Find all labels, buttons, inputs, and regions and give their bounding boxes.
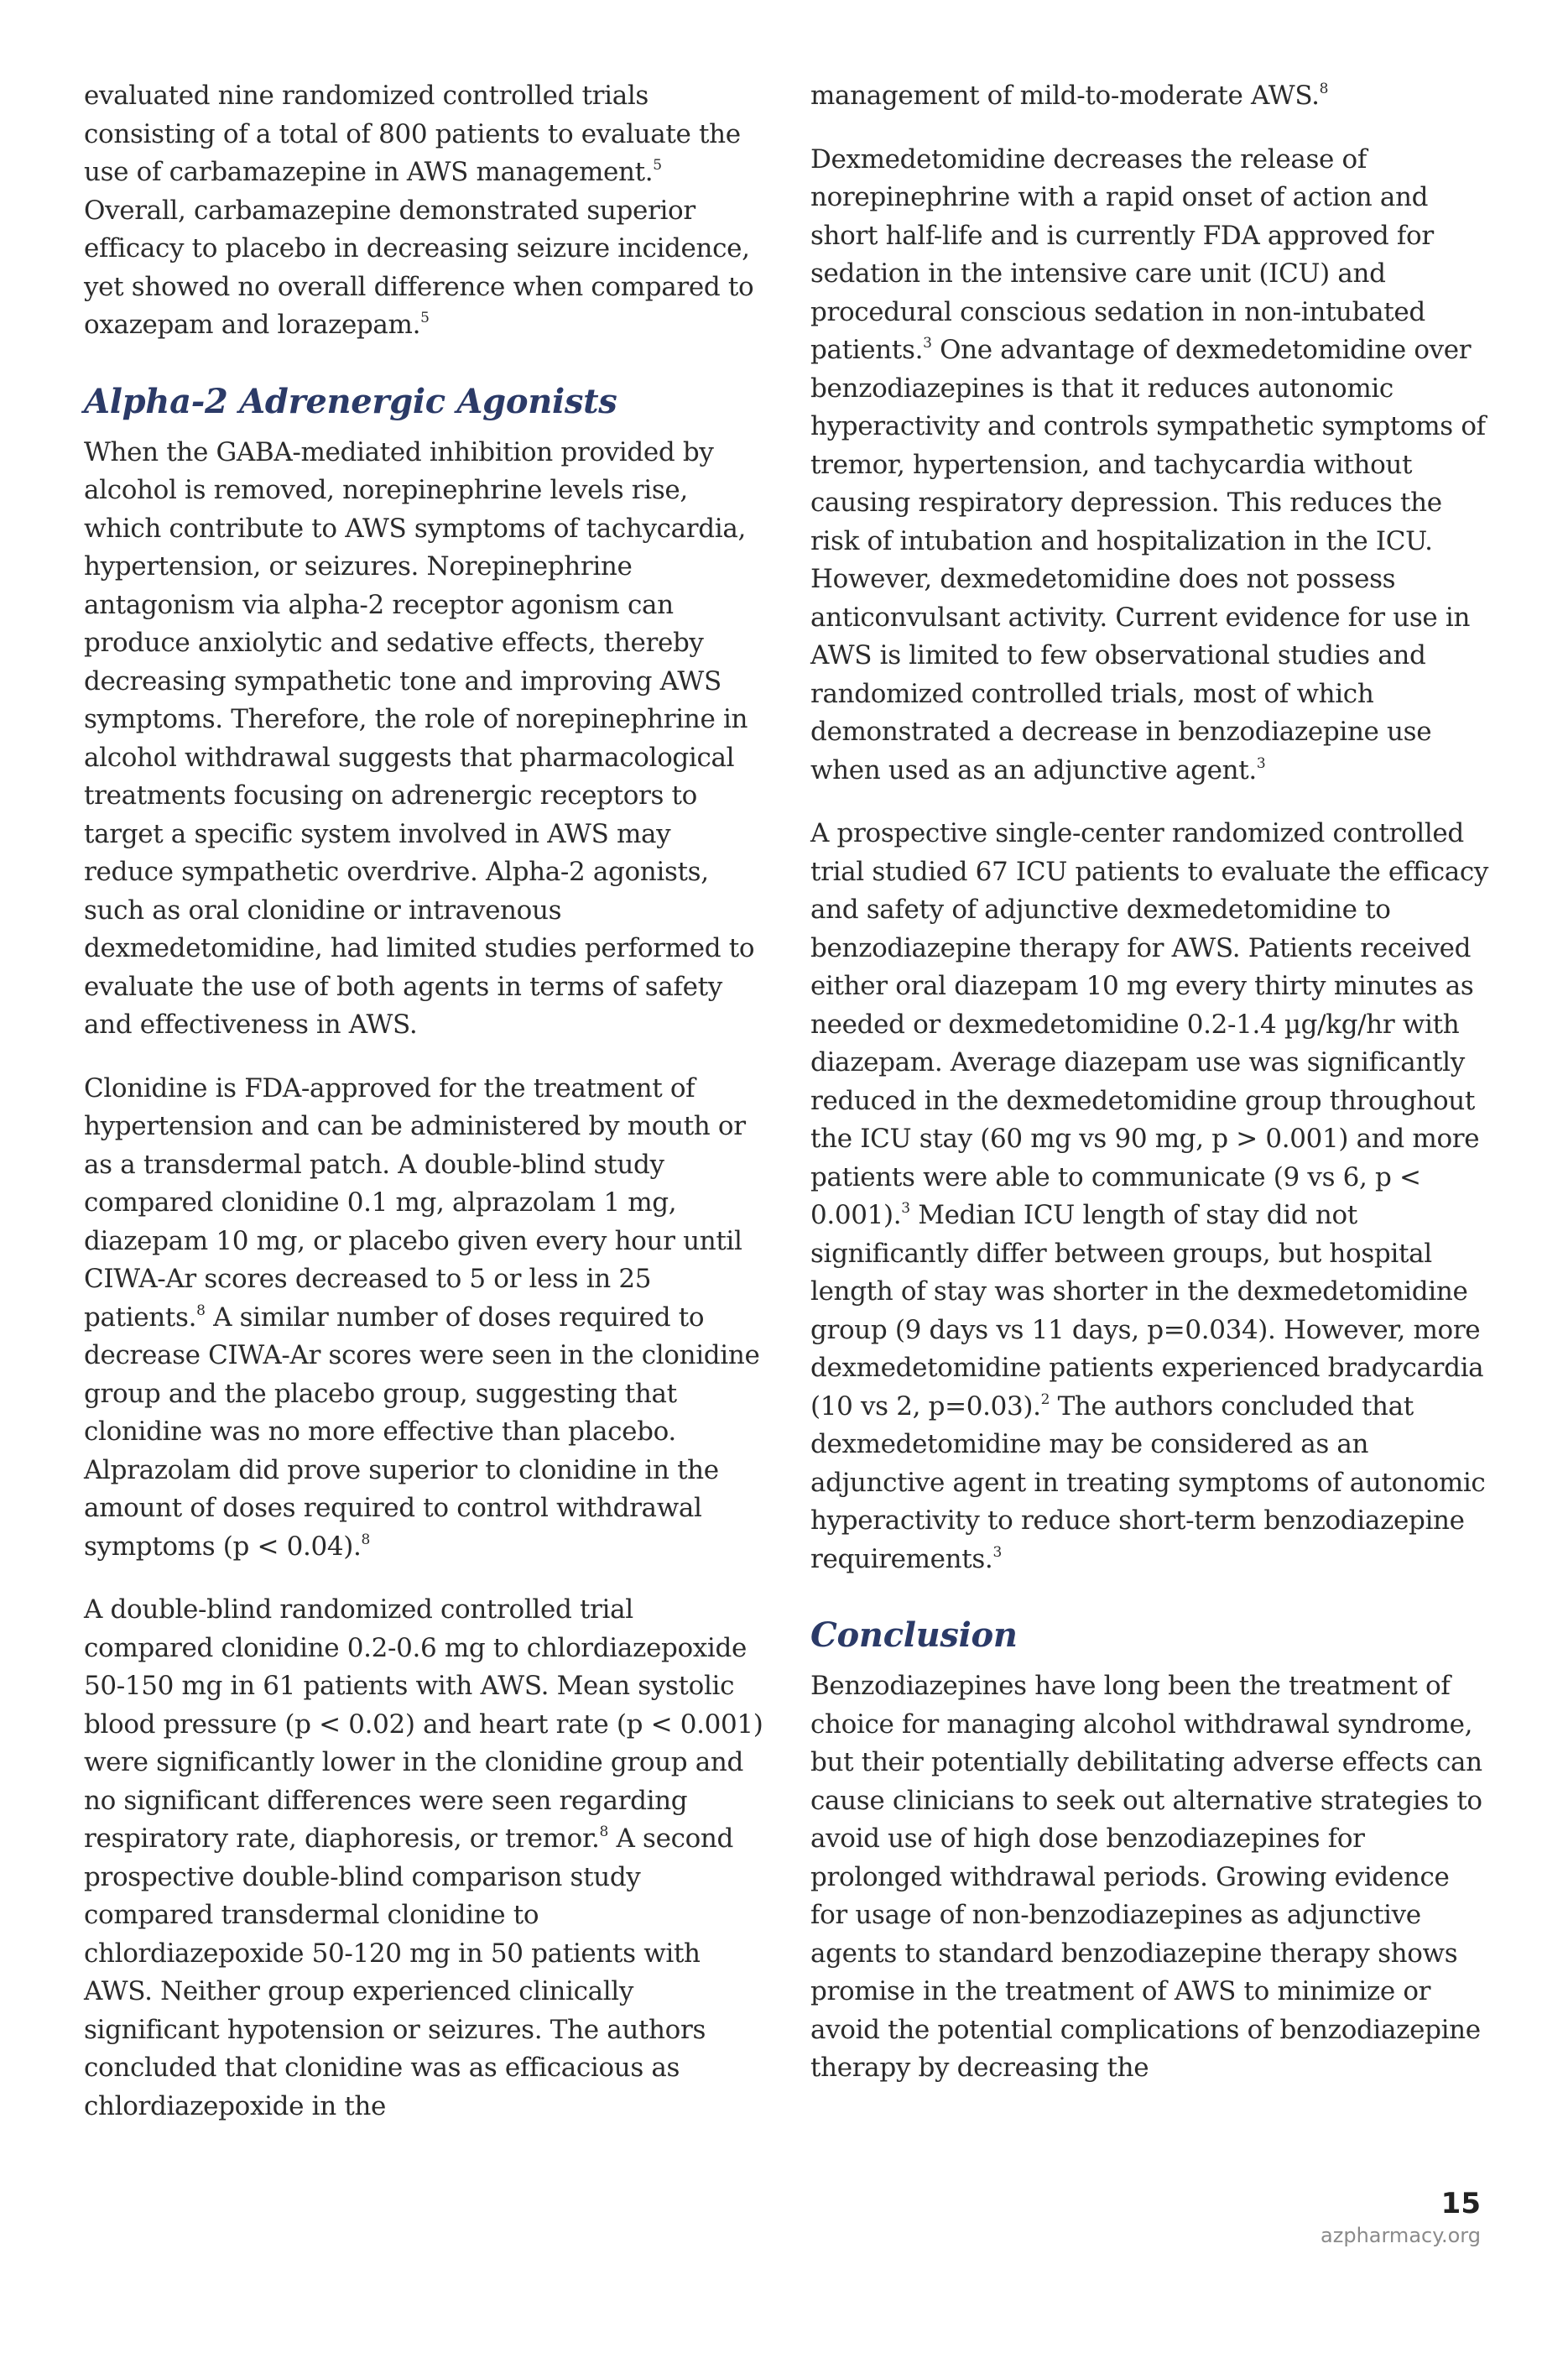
text-segment: Median ICU length of stay did not significantly differ between groups, but hospital length of stay was shorter in the dexmedetomidine group (9 days vs 11 days, p=0.034). However, more dexmedetomidine patients experienced bradycardia (10 vs 2, p=0.03). [810, 1200, 1484, 1422]
text-segment: management of mild-to-moderate AWS. [810, 81, 1320, 111]
paragraph-carbamazepine-trials [84, 77, 765, 345]
citation-ref: 8 [361, 1531, 371, 1548]
text-segment: The authors concluded that dexmedetomidine may be considered as an adjunctive agent in treating symptoms of autonomic hyperactivity to reduce short-term benzodiazepine requirements. [810, 1390, 1486, 1574]
text-segment: Overall, carbamazepine demonstrated superior efficacy to placebo in decreasing seizure incidence, yet showed no overall difference when compared to oxazepam and lorazepam. [84, 195, 754, 340]
paragraph-mild-moderate-aws [810, 77, 1492, 116]
left-column [84, 77, 765, 2151]
citation-ref: 8 [599, 1823, 608, 1840]
citation-ref: 3 [992, 1543, 1002, 1561]
section-heading-alpha2: Alpha-2 Adrenergic Agonists [84, 381, 617, 421]
paragraph-icu-trial [810, 815, 1492, 1578]
citation-ref: 5 [653, 157, 662, 174]
citation-ref: 8 [196, 1302, 206, 1319]
citation-ref: 3 [901, 1200, 910, 1217]
section-heading-conclusion: Conclusion [810, 1615, 1018, 1655]
text-segment: evaluated nine randomized controlled trials consisting of a total of 800 patients to evaluate the use of carbamazepine in AWS management. [84, 81, 741, 187]
citation-ref: 5 [420, 310, 430, 326]
right-column [810, 77, 1492, 2113]
text-segment: A double-blind randomized controlled trial compared clonidine 0.2-0.6 mg to chlordiazepoxide 50-150 mg in 61 patients with AWS. Mean systolic blood pressure (p < 0.02) and heart rate (p < 0.001) were significantly lower in the clonidine group and no significant differences were seen regarding respiratory rate, diaphoresis, or tremor. [84, 1594, 763, 1854]
citation-ref: 3 [923, 335, 932, 352]
text-segment: Dexmedetomidine decreases the release of norepinephrine with a rapid onset of action and short half-life and is currently FDA approved for sedation in the intensive care unit (ICU) and procedural conscious sedation in non-intubated patients. [810, 143, 1434, 365]
text-segment: One advantage of dexmedetomidine over benzodiazepines is that it reduces autonomic hyperactivity and controls sympathetic symptoms of tremor, hypertension, and tachycardia without causing respiratory depression. This reduces the risk of intubation and hospitalization in the ICU. However, dexmedetomidine does not possess anticonvulsant activity. Current evidence for use in AWS is limited to few observational studies and randomized controlled trials, most of which demonstrated a decrease in benzodiazepine use when used as an adjunctive agent. [810, 335, 1486, 785]
citation-ref: 3 [1256, 754, 1266, 772]
citation-ref: 8 [1319, 81, 1329, 97]
text-segment: A second prospective double-blind comparison study compared transdermal clonidine to chlordiazepoxide 50-120 mg in 50 patients with AWS. Neither group experienced clinically significant hypotension or seizures. The authors concluded that clonidine was as efficacious as chlordiazepoxide in the [84, 1823, 734, 2121]
text-segment: Clonidine is FDA-approved for the treatment of hypertension and can be administered by mouth or as a transdermal patch. A double-blind study compared clonidine 0.1 mg, alprazolam 1 mg, diazepam 10 mg, or placebo given every hour until CIWA-Ar scores decreased to 5 or less in 25 patients. [84, 1072, 746, 1333]
text-segment: A similar number of doses required to decrease CIWA-Ar scores were seen in the clonidine group and the placebo group, suggesting that clonidine was no more effective than placebo. Alprazolam did prove superior to clonidine in the amount of doses required to control withdrawal symptoms (p < 0.04). [84, 1302, 760, 1562]
site-url: azpharmacy.org [1321, 2224, 1481, 2247]
page-number: 15 [1440, 2187, 1481, 2220]
paragraph-gaba-norepinephrine: When the GABA-mediated inhibition provided by alcohol is removed, norepinephrine levels rise, which contribute to AWS symptoms of tachycardia, hypertension, or seizures. Norepinephrine antagonism via alpha-2 receptor agonism can produce anxiolytic and sedative effects, thereby decreasing sympathetic tone and improving AWS symptoms. Therefore, the role of norepinephrine in alcohol withdrawal suggests that pharmacological treatments focusing on adrenergic receptors to target a specific system involved in AWS may reduce sympathetic overdrive. Alpha-2 agonists, such as oral clonidine or intravenous dexmedetomidine, had limited studies performed to evaluate the use of both agents in terms of safety and effectiveness in AWS. [84, 436, 755, 1040]
paragraph-clonidine-fda [84, 1070, 765, 1567]
paragraph-dexmedetomidine [810, 141, 1492, 790]
citation-ref: 2 [1040, 1390, 1050, 1408]
text-segment: A prospective single-center randomized controlled trial studied 67 ICU patients to evaluate the efficacy and safety of adjunctive dexmedetomidine to benzodiazepine therapy for AWS. Patients received either oral diazepam 10 mg every thirty minutes as needed or dexmedetomidine 0.2-1.4 µg/kg/hr with diazepam. Average diazepam use was significantly reduced in the dexmedetomidine group throughout the ICU stay (60 mg vs 90 mg, p > 0.001) and more patients were able to communicate (9 vs 6, p < 0.001). [810, 818, 1489, 1230]
page-footer [1321, 2185, 1481, 2249]
paragraph-conclusion: Benzodiazepines have long been the treatment of choice for managing alcohol withdrawal syndrome, but their potentially debilitating adverse effects can cause clinicians to seek out alternative strategies to avoid use of high dose benzodiazepines for prolonged withdrawal periods. Growing evidence for usage of non-benzodiazepines as adjunctive agents to standard benzodiazepine therapy shows promise in the treatment of AWS to minimize or avoid the potential complications of benzodiazepine therapy by decreasing the [810, 1671, 1482, 2083]
paragraph-clonidine-chlordiazepoxide [84, 1591, 765, 2126]
